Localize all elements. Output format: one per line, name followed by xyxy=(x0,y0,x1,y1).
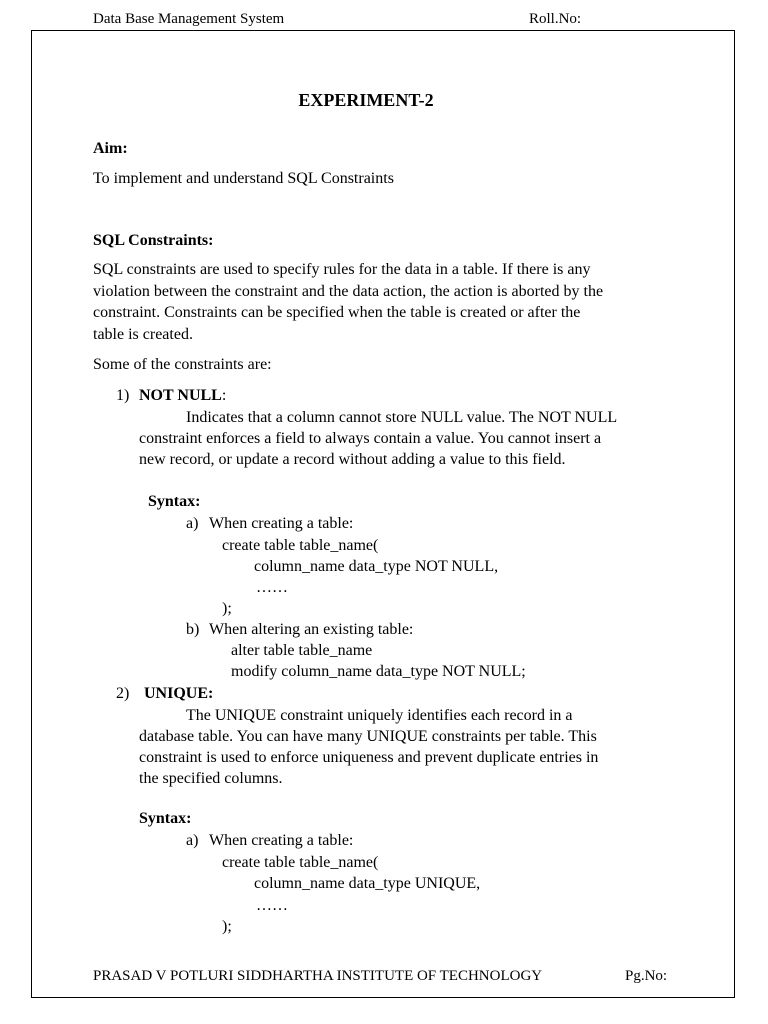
code-line: create table table_name( xyxy=(222,854,379,871)
description-line: Indicates that a column cannot store NULL value. The NOT NULL xyxy=(186,409,618,426)
unique-heading: UNIQUE: xyxy=(144,685,214,702)
list-number: 1) xyxy=(116,387,130,404)
sub-item-marker: a) xyxy=(186,832,199,849)
paragraph-line: violation between the constraint and the data action, the action is aborted by the xyxy=(93,282,604,300)
code-line: column_name data_type UNIQUE, xyxy=(254,875,481,892)
code-line: ); xyxy=(222,918,232,935)
sql-constraints-paragraph xyxy=(93,259,603,345)
code-line: …… xyxy=(256,579,288,596)
sub-item-marker: a) xyxy=(186,515,199,532)
sub-item-marker: b) xyxy=(186,621,200,638)
paragraph-line: table is created. xyxy=(93,325,193,343)
experiment-title: EXPERIMENT-2 xyxy=(298,90,434,110)
description-line: constraint enforces a field to always contain a value. You cannot insert a xyxy=(139,430,602,447)
constraints-intro: Some of the constraints are: xyxy=(93,356,272,373)
constraint-name: NOT NULL xyxy=(139,387,222,404)
description-line: the specified columns. xyxy=(139,770,283,787)
code-line: alter table table_name xyxy=(231,642,373,659)
aim-heading: Aim: xyxy=(93,140,128,157)
code-line: create table table_name( xyxy=(222,537,379,554)
code-line: …… xyxy=(256,897,288,914)
running-footer-page-no: Pg.No: xyxy=(625,968,668,984)
sql-constraints-heading: SQL Constraints: xyxy=(93,232,214,249)
paragraph-line: SQL constraints are used to specify rules for the data in a table. If there is any xyxy=(93,261,591,278)
running-header-roll-no: Roll.No: xyxy=(529,11,582,27)
sub-item-text: When altering an existing table: xyxy=(209,621,414,638)
paragraph-line: constraint. Constraints can be specified when the table is created or after the xyxy=(93,304,581,321)
code-line: ); xyxy=(222,600,232,617)
description-line: database table. You can have many UNIQUE constraints per table. This xyxy=(139,728,597,745)
sub-item-text: When creating a table: xyxy=(209,832,354,849)
code-line: column_name data_type NOT NULL, xyxy=(254,558,499,575)
aim-text: To implement and understand SQL Constraints xyxy=(93,170,394,187)
syntax-heading: Syntax: xyxy=(139,810,192,827)
description-line: constraint is used to enforce uniqueness and prevent duplicate entries in xyxy=(139,749,599,766)
list-number: 2) xyxy=(116,685,130,702)
heading-colon: : xyxy=(221,387,227,404)
sub-item-text: When creating a table: xyxy=(209,515,354,532)
not-null-heading xyxy=(139,385,226,406)
code-line: modify column_name data_type NOT NULL; xyxy=(231,663,526,680)
description-line: The UNIQUE constraint uniquely identifies each record in a xyxy=(186,707,573,724)
description-line: new record, or update a record without adding a value to this field. xyxy=(139,451,566,468)
running-footer-institute: PRASAD V POTLURI SIDDHARTHA INSTITUTE OF TECHNOLOGY xyxy=(93,968,543,984)
syntax-heading: Syntax: xyxy=(148,493,201,510)
running-header-title: Data Base Management System xyxy=(93,11,285,27)
